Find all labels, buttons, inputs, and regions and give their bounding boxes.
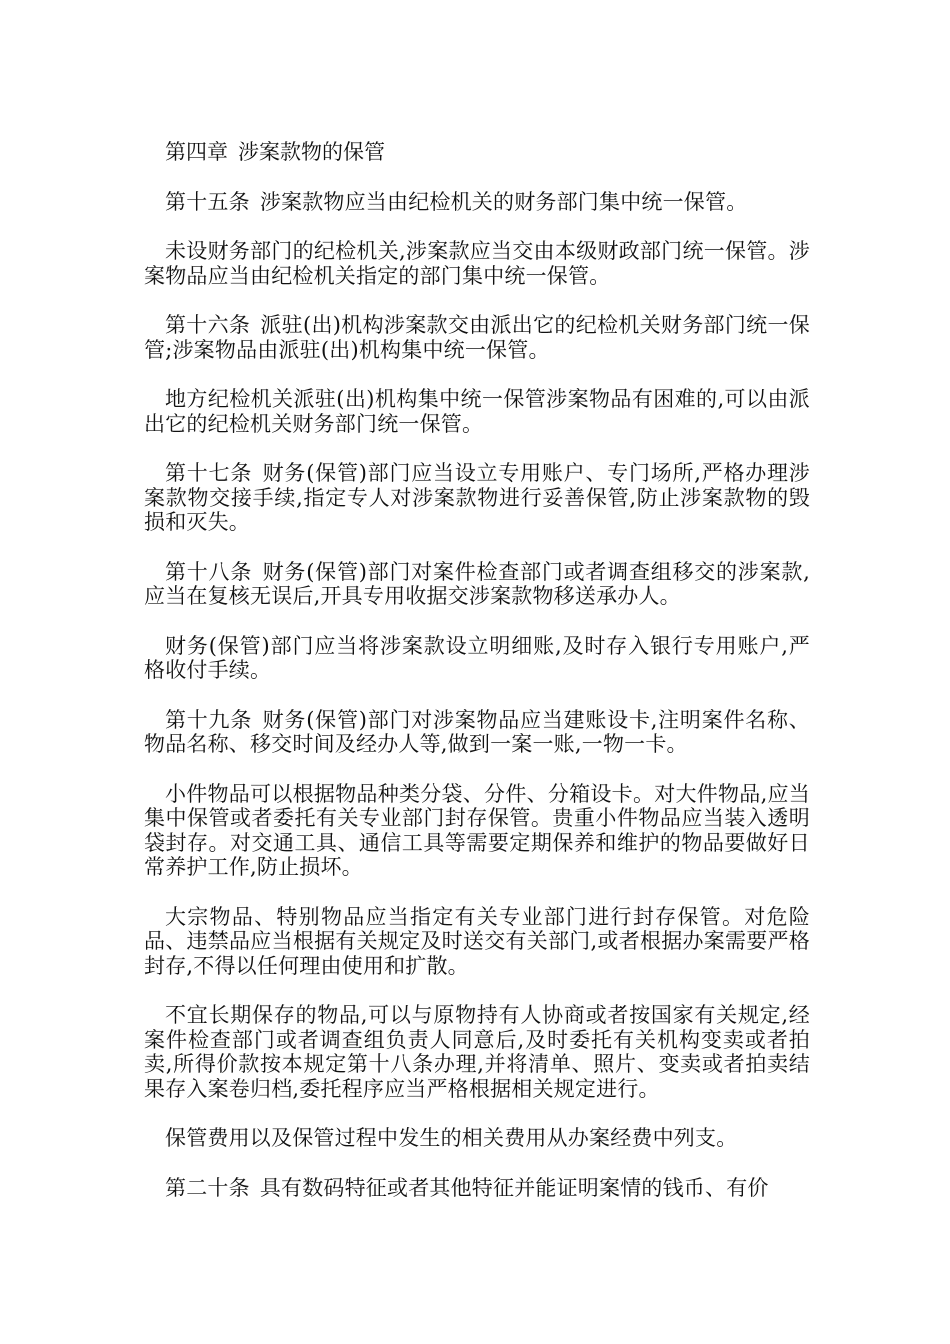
paragraph-article-16 (144, 313, 810, 362)
paragraph-text: 财务(保管)部门应当设立专用账户、专门场所,严格办理涉案款物交接手续,指定专人对涉案款物进行妥善保管,防止涉案款物的毁损和灭失。 (144, 461, 810, 534)
paragraph-article-17 (144, 461, 810, 535)
paragraph (144, 387, 810, 436)
article-number: 第十五条 (165, 189, 250, 214)
paragraph-text: 派驻(出)机构涉案款交由派出它的纪检机关财务部门统一保管;涉案物品由派驻(出)机构集中统一保管。 (144, 313, 810, 362)
paragraph-text: 大宗物品、特别物品应当指定有关专业部门进行封存保管。对危险品、违禁品应当根据有关规定及时送交有关部门,或者根据办案需要严格封存,不得以任何理由使用和扩散。 (144, 904, 810, 978)
article-number: 第十七条 (165, 461, 253, 485)
paragraph-text: 涉案款物应当由纪检机关的财务部门集中统一保管。 (259, 189, 748, 214)
paragraph-text: 未设财务部门的纪检机关,涉案款应当交由本级财政部门统一保管。涉案物品应当由纪检机关指定的部门集中统一保管。 (144, 239, 810, 288)
article-number: 第二十条 (165, 1175, 250, 1200)
paragraph-text: 具有数码特征或者其他特征并能证明案情的钱币、有价 (259, 1175, 769, 1200)
chapter-title: 涉案款物的保管 (238, 140, 385, 164)
paragraph-text: 地方纪检机关派驻(出)机构集中统一保管涉案物品有困难的,可以由派出它的纪检机关财务部门统一保管。 (144, 387, 810, 436)
paragraph (144, 905, 810, 979)
paragraph (144, 239, 810, 288)
chapter-heading (144, 140, 810, 165)
paragraph (144, 634, 810, 683)
paragraph-text: 财务(保管)部门对案件检查部门或者调查组移交的涉案款,应当在复核无误后,开具专用收据交涉案款物移送承办人。 (144, 559, 810, 608)
paragraph-text: 财务(保管)部门对涉案物品应当建账设卡,注明案件名称、物品名称、移交时间及经办人等,做到一案一账,一物一卡。 (144, 707, 810, 756)
paragraph-text: 财务(保管)部门应当将涉案款设立明细账,及时存入银行专用账户,严格收付手续。 (144, 633, 810, 682)
paragraph-text: 保管费用以及保管过程中发生的相关费用从办案经费中列支。 (165, 1126, 738, 1150)
paragraph-article-19 (144, 708, 810, 757)
article-number: 第十六条 (165, 313, 251, 337)
paragraph (144, 1003, 810, 1101)
paragraph (144, 1126, 810, 1151)
paragraph-article-15 (144, 190, 810, 215)
paragraph-article-20 (144, 1176, 810, 1201)
paragraph-text: 小件物品可以根据物品种类分袋、分件、分箱设卡。对大件物品,应当集中保管或者委托有关专业部门封存保管。贵重小件物品应当装入透明袋封存。对交通工具、通信工具等需要定期保养和维护的物品要做好日常养护工作,防止损坏。 (144, 781, 810, 879)
article-number: 第十九条 (165, 707, 253, 732)
paragraph (144, 782, 810, 880)
chapter-label: 第四章 (165, 140, 228, 164)
paragraph-article-18 (144, 560, 810, 609)
article-number: 第十八条 (165, 559, 253, 584)
paragraph-text: 不宜长期保存的物品,可以与原物持有人协商或者按国家有关规定,经案件检查部门或者调查组负责人同意后,及时委托有关机构变卖或者拍卖,所得价款按本规定第十八条办理,并将清单、照片、变卖或者拍卖结果存入案卷归档,委托程序应当严格根据相关规定进行。 (144, 1003, 810, 1101)
document-page (144, 140, 810, 1225)
